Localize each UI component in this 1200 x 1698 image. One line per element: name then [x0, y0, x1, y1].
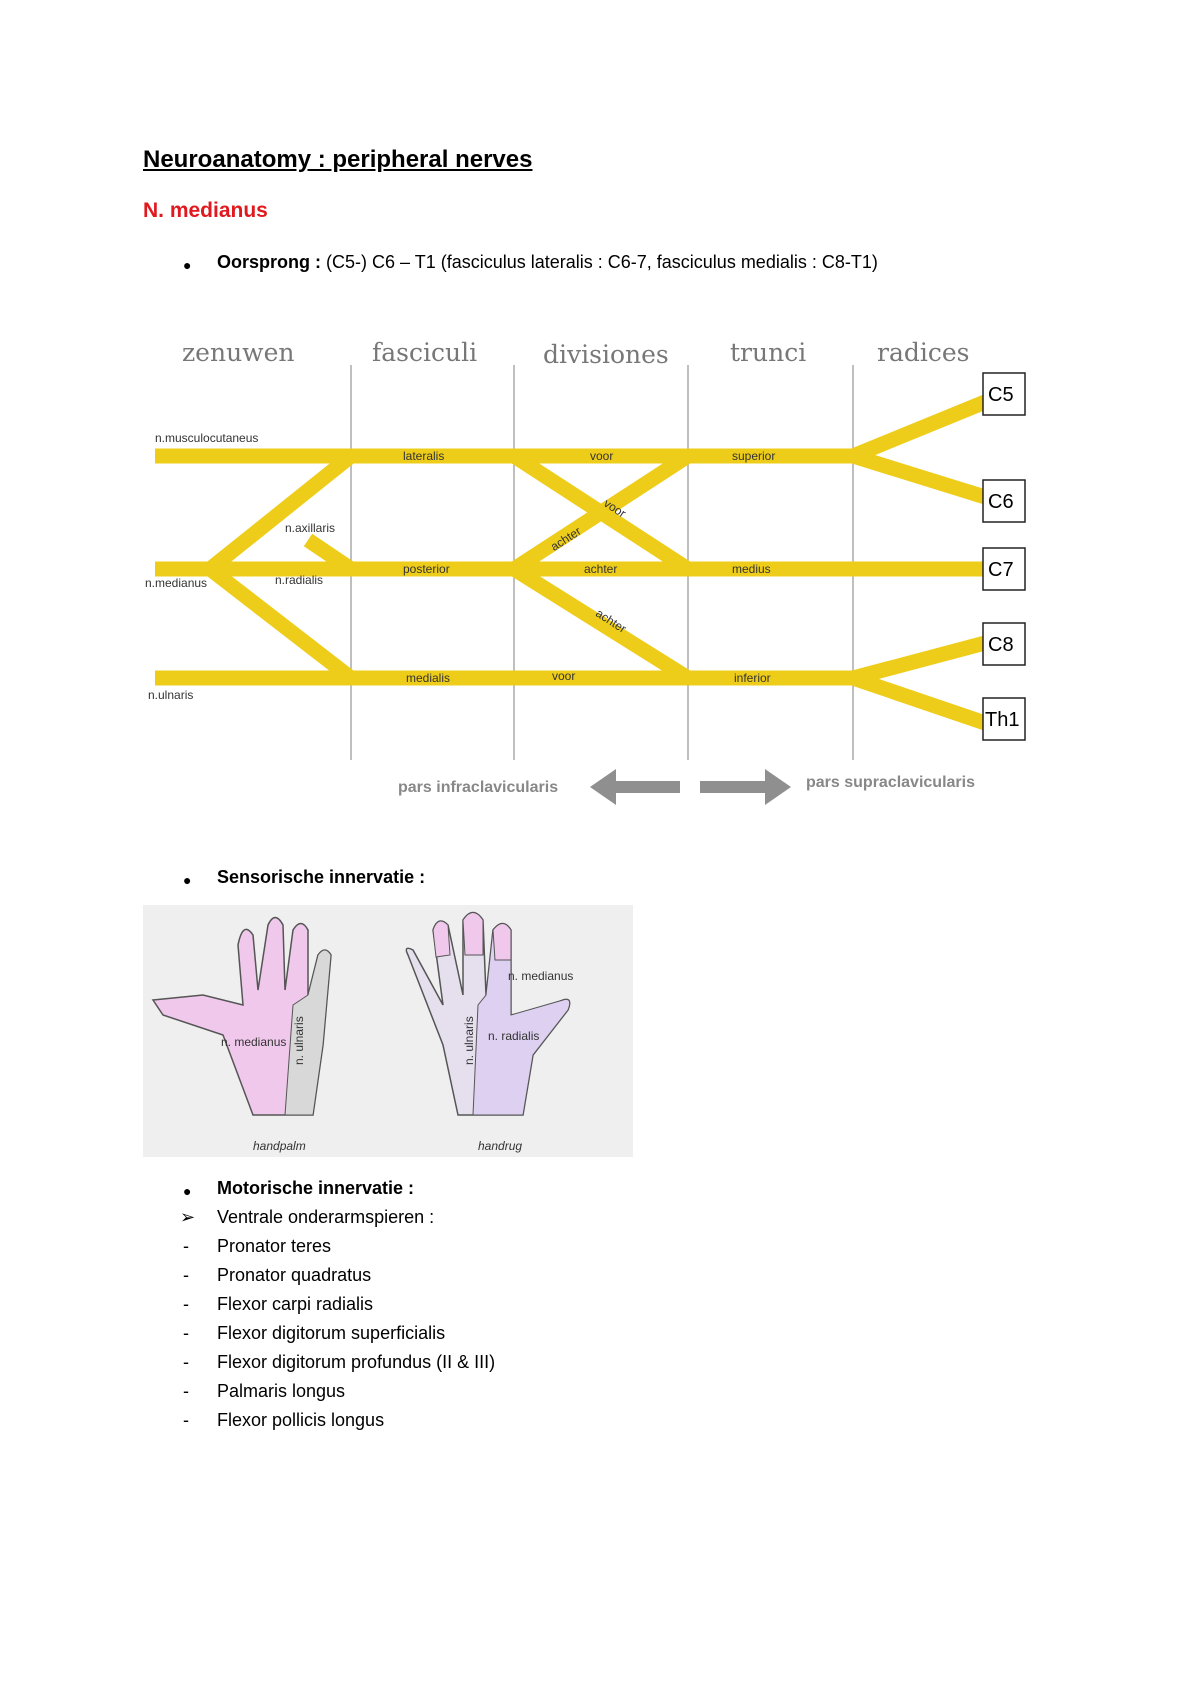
- pars-arrows: [398, 769, 975, 805]
- arrow-right-icon: [700, 769, 791, 805]
- muscle-item: Flexor pollicis longus: [217, 1410, 385, 1430]
- label-radialis: n.radialis: [275, 573, 324, 587]
- dash-icon: -: [183, 1381, 189, 1401]
- dash-icon: -: [183, 1294, 189, 1314]
- truncus-label: inferior: [734, 671, 771, 685]
- muscle-item: Pronator teres: [217, 1236, 332, 1256]
- page-title: Neuroanatomy : peripheral nerves: [143, 146, 533, 173]
- label-medianus: n.medianus: [145, 576, 208, 590]
- division-label: voor: [601, 495, 629, 521]
- plexus-diagram: [140, 325, 1030, 835]
- muscle-item: Flexor digitorum profundus (II & III): [217, 1352, 496, 1372]
- pars-infraclavicularis: pars infraclavicularis: [398, 779, 559, 796]
- hand-innervation-figure: [143, 905, 633, 1157]
- dash-icon: -: [183, 1352, 189, 1372]
- division-label: achter: [593, 605, 629, 636]
- division-label: voor: [590, 449, 614, 463]
- dash-icon: -: [183, 1410, 189, 1430]
- fasciculus-label: lateralis: [403, 449, 445, 463]
- origin-text: (C5-) C6 – T1 (fasciculus lateralis : C6-7, fasciculus medialis : C8-T1): [326, 252, 878, 272]
- root-c6: C6: [988, 491, 1014, 513]
- bullet-icon: ●: [183, 1183, 192, 1199]
- root-c5: C5: [988, 384, 1014, 406]
- origin-line: [217, 252, 878, 273]
- division-label: achter: [584, 562, 618, 576]
- dash-icon: -: [183, 1265, 189, 1285]
- nerve-title: N. medianus: [143, 199, 268, 222]
- dash-icon: -: [183, 1323, 189, 1343]
- label-ulnaris: n.ulnaris: [148, 688, 194, 702]
- arrow-left-icon: [590, 769, 680, 805]
- col-header: radices: [877, 338, 970, 367]
- dash-icon: -: [183, 1236, 189, 1256]
- column-headers: [182, 338, 969, 369]
- motor-group: Ventrale onderarmspieren :: [217, 1207, 435, 1227]
- truncus-label: medius: [732, 562, 771, 576]
- fasciculus-label: posterior: [403, 562, 450, 576]
- caption-back: handrug: [478, 1139, 523, 1153]
- fasciculus-label: medialis: [406, 671, 451, 685]
- root-c7: C7: [988, 559, 1014, 581]
- pars-supraclavicularis: pars supraclavicularis: [806, 774, 975, 791]
- palm-label: n. ulnaris: [292, 1016, 306, 1065]
- caption-palm: handpalm: [253, 1139, 306, 1153]
- label-axillaris: n.axillaris: [285, 521, 336, 535]
- division-label: achter: [548, 523, 584, 554]
- back-label: n. ulnaris: [462, 1016, 476, 1065]
- bullet-icon: ●: [183, 872, 192, 888]
- bullet-icon: ●: [183, 257, 192, 273]
- muscle-item: Flexor carpi radialis: [217, 1294, 374, 1314]
- root-c8: C8: [988, 634, 1014, 656]
- col-header: fasciculi: [372, 338, 478, 367]
- label-musculocutaneus: n.musculocutaneus: [155, 431, 259, 445]
- motor-label: Motorische innervatie :: [217, 1178, 415, 1198]
- col-header: divisiones: [543, 340, 669, 369]
- root-boxes: [983, 373, 1025, 740]
- col-header: zenuwen: [182, 338, 295, 367]
- truncus-label: superior: [732, 449, 776, 463]
- division-label: voor: [552, 669, 576, 683]
- col-header: trunci: [730, 338, 807, 367]
- muscle-item: Pronator quadratus: [217, 1265, 372, 1285]
- palm-label: n. medianus: [221, 1035, 287, 1049]
- muscle-item: Palmaris longus: [217, 1381, 346, 1401]
- back-label: n. medianus: [508, 969, 574, 983]
- origin-label: Oorsprong :: [217, 252, 321, 272]
- root-th1: Th1: [985, 709, 1020, 731]
- arrow-bullet-icon: ➢: [180, 1207, 196, 1227]
- sensory-label: Sensorische innervatie :: [217, 867, 426, 887]
- muscle-item: Flexor digitorum superficialis: [217, 1323, 446, 1343]
- back-label: n. radialis: [488, 1029, 540, 1043]
